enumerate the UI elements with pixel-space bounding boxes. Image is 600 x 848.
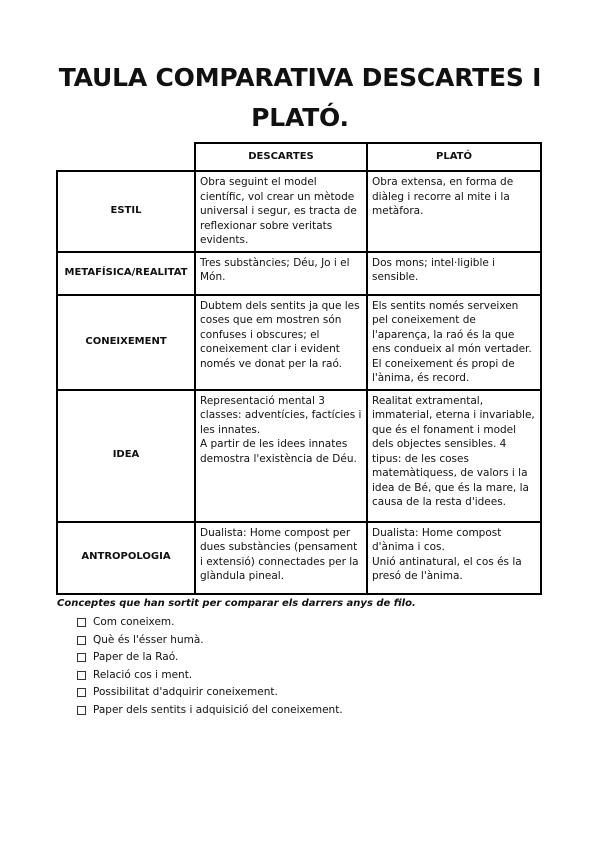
list-item-label: Paper dels sentits i adquisició del coneixement. <box>93 703 343 716</box>
row-label-idea: IDEA <box>57 390 195 522</box>
column-header-plato: PLATÓ <box>367 143 541 171</box>
table-row-coneixement <box>57 295 541 390</box>
list-item <box>77 649 557 667</box>
column-header-descartes: DESCARTES <box>195 143 367 171</box>
row-label-estil: ESTIL <box>57 171 195 252</box>
cell-descartes-estil: Obra seguint el model científic, vol crear un mètode universal i segur, es tracta de reflexionar sobre veritats evidents. <box>195 171 367 252</box>
table-row-estil <box>57 171 541 252</box>
cell-descartes-metafisica: Tres substàncies; Déu, Jo i el Món. <box>195 252 367 295</box>
list-item-label: Paper de la Raó. <box>93 651 179 663</box>
cell-line: Dualista: Home compost d'ànima i cos. <box>372 526 502 553</box>
list-item-label: Com coneixem. <box>93 616 175 628</box>
list-item <box>77 632 557 650</box>
comparison-table <box>56 142 542 595</box>
list-item <box>77 614 557 632</box>
table-header-row <box>57 143 541 171</box>
list-item-label: Què és l'ésser humà. <box>93 633 204 646</box>
checkbox-icon[interactable] <box>77 706 86 715</box>
cell-plato-idea: Realitat extramental, immaterial, eterna i invariable, que és el fonament i model dels objectes sensibles. 4 tipus: de les coses matemàtiquess, de valors i la idea de Bé, que és la mare, la causa de la resta d'idees. <box>367 390 541 522</box>
cell-plato-antropologia <box>367 522 541 594</box>
table-row-antropologia <box>57 522 541 594</box>
row-label-metafisica: METAFÍSICA/REALITAT <box>57 252 195 295</box>
cell-plato-coneixement: Els sentits només serveixen pel coneixement de l'aparença, la raó és la que ens condueix al món vertader. El coneixement és propi de l'ànima, és record. <box>367 295 541 390</box>
cell-plato-metafisica: Dos mons; intel·ligible i sensible. <box>367 252 541 295</box>
checkbox-icon[interactable] <box>77 688 86 697</box>
concepts-heading: Conceptes que han sortit per comparar els darrers anys de filo. <box>57 598 416 609</box>
checkbox-icon[interactable] <box>77 671 86 680</box>
list-item-label: Relació cos i ment. <box>93 668 193 681</box>
row-label-coneixement: CONEIXEMENT <box>57 295 195 390</box>
page-title: TAULA COMPARATIVA DESCARTES I PLATÓ. <box>58 63 542 132</box>
cell-line: A partir de les idees innates demostra l'existència de Déu. <box>200 438 357 465</box>
cell-line: Unió antinatural, el cos és la presó de l'ànima. <box>372 555 522 582</box>
cell-descartes-idea <box>195 390 367 522</box>
list-item-label: Possibilitat d'adquirir coneixement. <box>93 686 278 698</box>
checkbox-icon[interactable] <box>77 636 86 645</box>
cell-descartes-coneixement: Dubtem dels sentits ja que les coses que em mostren són confuses i obscures; el coneixement clar i evident només ve donat per la raó. <box>195 295 367 390</box>
empty-corner-cell <box>57 143 195 171</box>
list-item <box>77 684 557 702</box>
cell-line: Representació mental 3 classes: adventícies, factícies i les innates. <box>200 394 362 436</box>
cell-descartes-antropologia: Dualista: Home compost per dues substàncies (pensament i extensió) connectades per la glàndula pineal. <box>195 522 367 594</box>
checkbox-icon[interactable] <box>77 618 86 627</box>
table-row-metafisica <box>57 252 541 295</box>
concepts-checklist <box>57 614 557 719</box>
table-row-idea <box>57 390 541 522</box>
cell-plato-estil: Obra extensa, en forma de diàleg i recorre al mite i la metàfora. <box>367 171 541 252</box>
row-label-antropologia: ANTROPOLOGIA <box>57 522 195 594</box>
list-item <box>77 702 557 720</box>
checkbox-icon[interactable] <box>77 653 86 662</box>
list-item <box>77 667 557 685</box>
concepts-section <box>57 597 557 719</box>
